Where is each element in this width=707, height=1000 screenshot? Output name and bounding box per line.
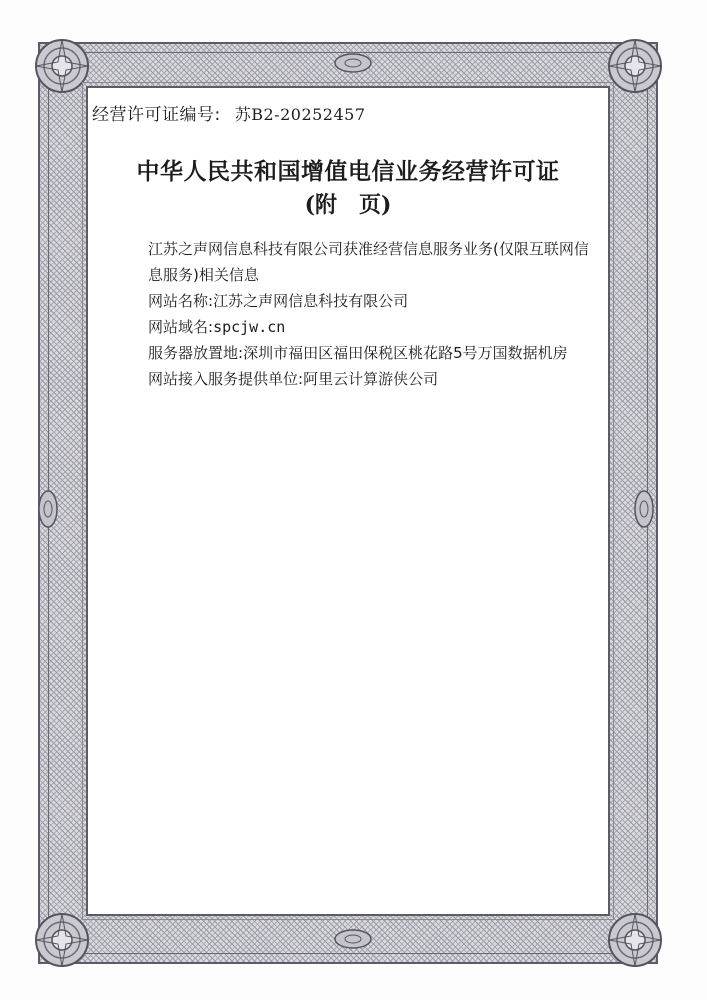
domain-label: 网站域名: xyxy=(148,318,214,336)
intro-paragraph: 江苏之声网信息科技有限公司获准经营信息服务业务(仅限互联网信息服务)相关信息 xyxy=(148,240,589,284)
corner-ornament-icon xyxy=(30,34,94,98)
corner-ornament-icon xyxy=(603,908,667,972)
domain-line xyxy=(118,314,602,340)
corner-ornament-icon xyxy=(603,34,667,98)
license-number-label: 经营许可证编号: xyxy=(92,105,221,125)
certificate-body xyxy=(118,236,602,392)
server-location-label: 服务器放置地: xyxy=(148,344,244,362)
server-location-value: 深圳市福田区福田保税区桃花路5号万国数据机房 xyxy=(243,344,568,362)
server-location-line xyxy=(118,340,602,366)
access-provider-value: 阿里云计算游侠公司 xyxy=(303,370,439,388)
access-provider-label: 网站接入服务提供单位: xyxy=(148,370,304,388)
edge-ornament-icon xyxy=(37,489,59,529)
site-name-value: 江苏之声网信息科技有限公司 xyxy=(213,292,409,310)
certificate-subtitle: (附 页) xyxy=(304,192,392,218)
edge-ornament-icon xyxy=(333,928,373,950)
certificate-title: 中华人民共和国增值电信业务经营许可证 xyxy=(136,158,560,185)
edge-ornament-icon xyxy=(333,52,373,74)
access-provider-line xyxy=(118,366,602,392)
site-name-line xyxy=(118,288,602,314)
license-number-row xyxy=(92,100,366,125)
license-number: 苏B2-20252457 xyxy=(234,105,366,124)
domain-value: spcjw.cn xyxy=(213,318,286,336)
edge-ornament-icon xyxy=(633,489,655,529)
site-name-label: 网站名称: xyxy=(148,292,214,310)
corner-ornament-icon xyxy=(30,908,94,972)
